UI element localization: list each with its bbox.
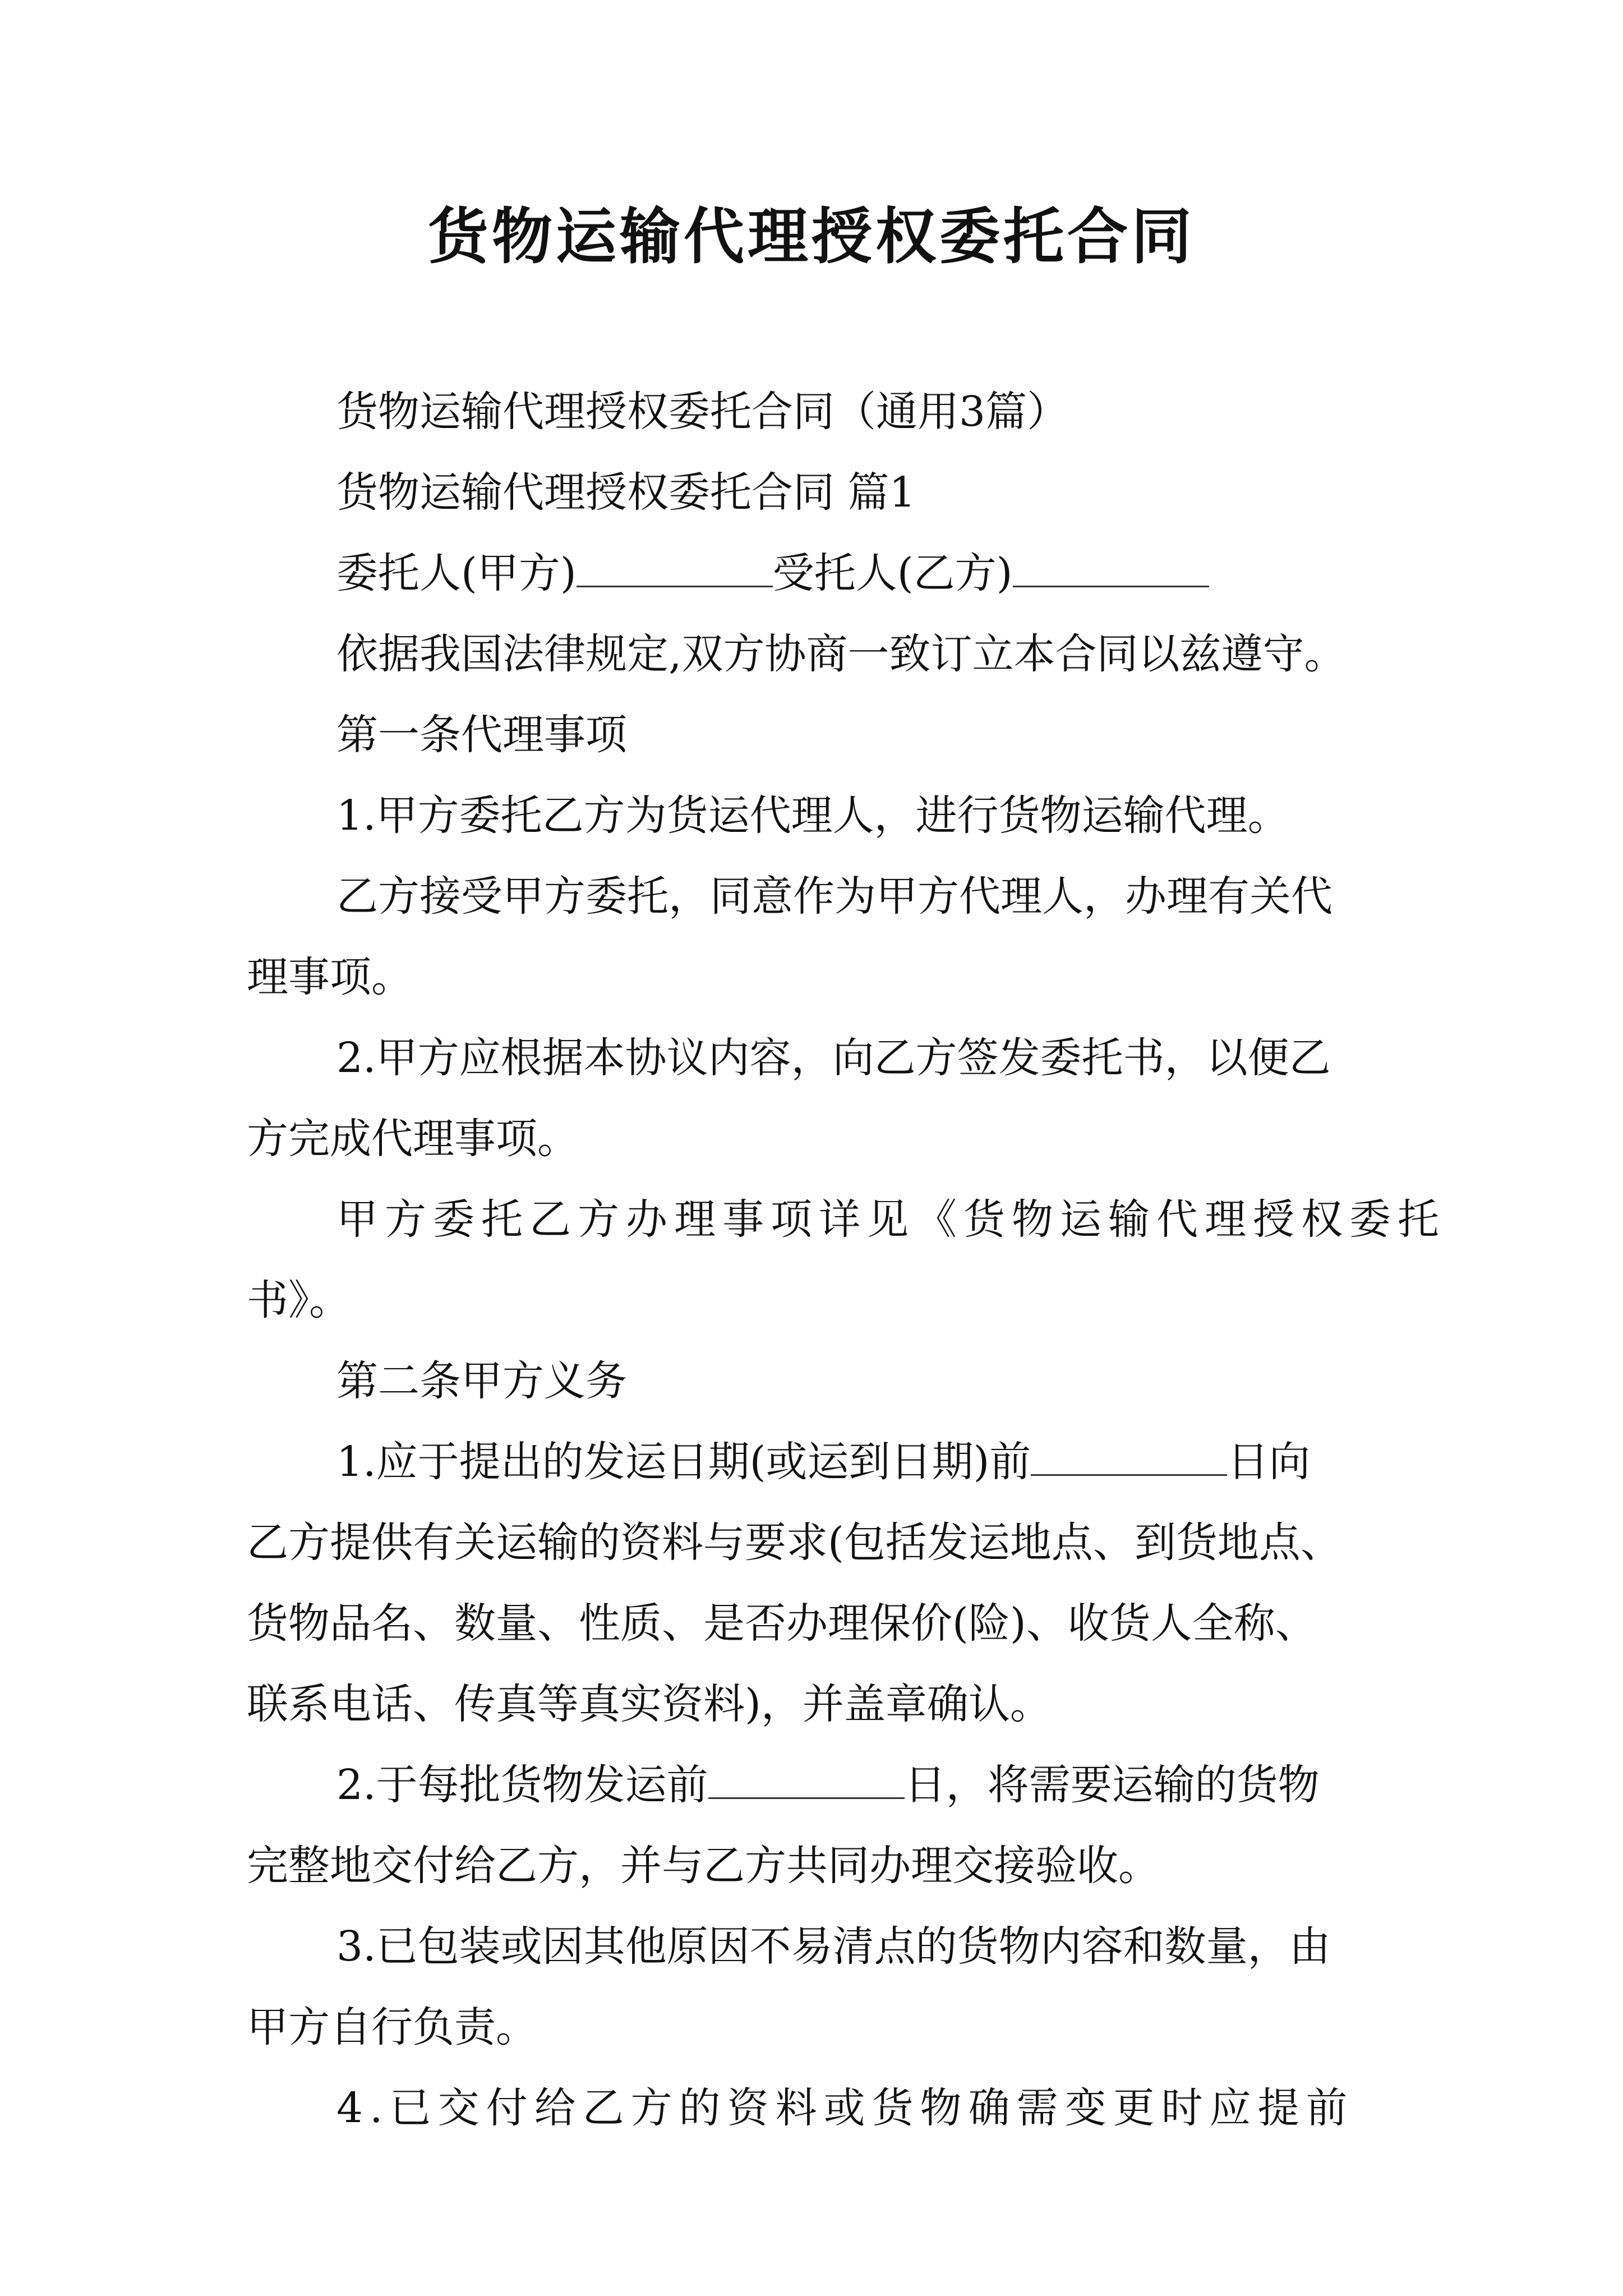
paragraph-line: 联系电话、传真等真实资料)，并盖章确认。 [247,1680,1052,1728]
clause-text: 日，将需要运输的货物 [904,1761,1320,1809]
parties-line [336,545,1209,601]
paragraph-line: 1.甲方委托乙方为货运代理人，进行货物运输代理。 [336,792,1289,840]
paragraph-line: 书》。 [247,1276,351,1324]
clause-text: 1.应于提出的发运日期(或运到日期)前 [336,1438,1031,1486]
paragraph-line: 理事项。 [247,953,413,1001]
agent-blank [1013,546,1209,587]
article-heading: 第一条代理事项 [336,711,627,759]
section-heading: 货物运输代理授权委托合同 篇1 [336,468,916,517]
paragraph-line: 2.甲方应根据本协议内容，向乙方签发委托书，以便乙 [336,1034,1331,1082]
client-label: 委托人(甲方) [336,549,577,597]
paragraph-line: 3.已包装或因其他原因不易清点的货物内容和数量，由 [336,1922,1331,1971]
clause-text: 2.于每批货物发运前 [336,1761,708,1809]
paragraph-line: 乙方接受甲方委托，同意作为甲方代理人，办理有关代 [336,872,1332,921]
document-title: 货物运输代理授权委托合同 [427,201,1195,272]
paragraph-line [336,1757,1320,1813]
article-heading: 第二条甲方义务 [336,1357,627,1405]
paragraph-line: 方完成代理事项。 [247,1115,579,1163]
paragraph-line: 甲方委托乙方办理事项详见《货物运输代理授权委托 [336,1195,1446,1244]
paragraph-line: 4.已交付给乙方的资料或货物确需变更时应提前 [336,2084,1354,2132]
paragraph-line: 甲方自行负责。 [247,2003,537,2051]
paragraph-line: 货物品名、数量、性质、是否办理保价(险)、收货人全称、 [247,1599,1317,1648]
paragraph-line: 完整地交付给乙方，并与乙方共同办理交接验收。 [247,1842,1160,1890]
agent-label: 受托人(乙方) [772,549,1013,597]
paragraph-line [336,1434,1310,1490]
subtitle-line: 货物运输代理授权委托合同（通用3篇） [336,388,1069,436]
paragraph-line: 乙方提供有关运输的资料与要求(包括发运地点、到货地点、 [247,1519,1342,1567]
days-blank [1031,1435,1227,1476]
days-blank [708,1758,905,1799]
paragraph-line: 依据我国法律规定,双方协商一致订立本合同以兹遵守。 [336,630,1346,678]
clause-text: 日向 [1227,1438,1311,1486]
client-blank [577,546,773,587]
